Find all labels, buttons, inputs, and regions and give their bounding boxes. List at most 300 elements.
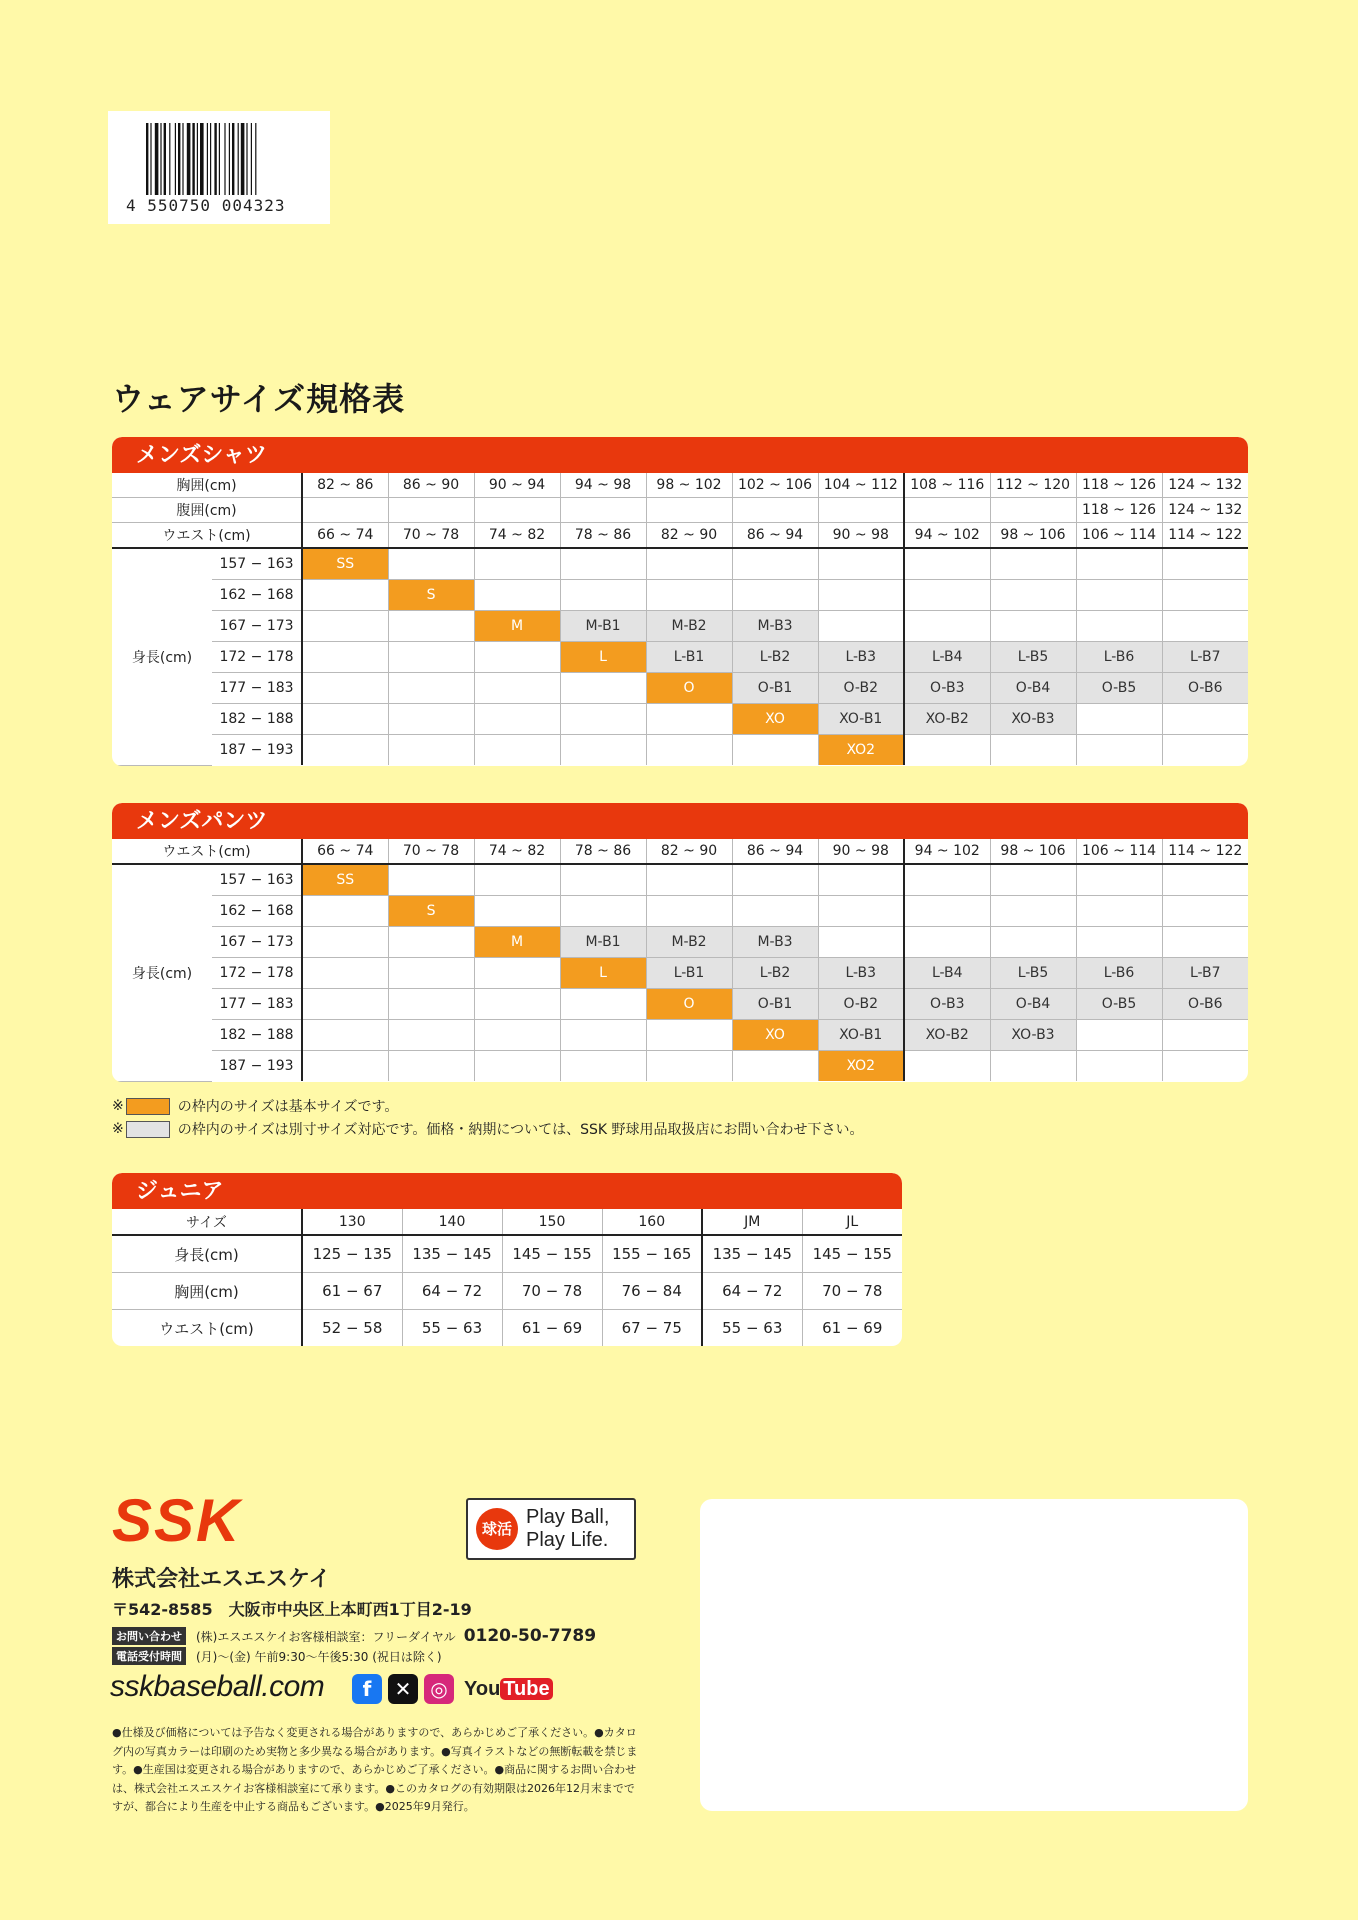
mens_shirts-size-cell (818, 548, 904, 580)
mens_shirts-header-cell: 106 ~ 114 (1076, 523, 1162, 549)
mens_pants-size-cell (474, 1020, 560, 1051)
barcode-bar (169, 123, 170, 195)
junior-size-header: 140 (402, 1209, 502, 1235)
mens_shirts-size-cell (990, 548, 1076, 580)
junior-title: ジュニア (112, 1173, 902, 1209)
mens_pants-size-cell (904, 1051, 990, 1082)
mens_pants-size-cell: O-B5 (1076, 989, 1162, 1020)
hours-text: (月)～(金) 午前9:30～午後5:30 (祝日は除く) (196, 1649, 442, 1664)
mens_shirts-size-cell: M (474, 611, 560, 642)
mens_shirts-size-cell (302, 673, 388, 704)
mens_pants-size-cell (1076, 1051, 1162, 1082)
mens_shirts-size-cell: L (560, 642, 646, 673)
mens_pants-size-cell (646, 896, 732, 927)
mens_shirts-size-cell (388, 642, 474, 673)
mens_pants-size-cell: M-B3 (732, 927, 818, 958)
mens_shirts-size-cell (388, 704, 474, 735)
mens_pants-height-range: 177 − 183 (212, 989, 302, 1020)
mens_shirts-header-cell (388, 498, 474, 523)
mens_pants-height-range: 182 − 188 (212, 1020, 302, 1051)
instagram-icon[interactable]: ◎ (424, 1674, 454, 1704)
mens_pants-size-cell: XO-B3 (990, 1020, 1076, 1051)
mens_pants-size-cell: L-B7 (1162, 958, 1248, 989)
mens_pants-size-cell (990, 864, 1076, 896)
mens_shirts-size-cell (904, 611, 990, 642)
mens_shirts-size-cell (1162, 704, 1248, 735)
mens_pants-size-cell (302, 1020, 388, 1051)
junior-cell: 155 − 165 (602, 1235, 702, 1273)
address: 〒542-8585 大阪市中央区上本町西1丁目2-19 (112, 1600, 472, 1619)
barcode-bar (164, 123, 166, 195)
mens_shirts-size-cell: SS (302, 548, 388, 580)
junior-cell: 61 − 69 (822, 1319, 883, 1337)
mens_pants-size-cell (388, 1051, 474, 1082)
svg-text:SSK: SSK (112, 1495, 242, 1547)
mens_shirts-size-cell (302, 642, 388, 673)
mens_pants-header-label: ウエスト(cm) (112, 839, 302, 864)
mens_pants-size-cell (474, 896, 560, 927)
junior-cell: 145 − 155 (502, 1235, 602, 1273)
mens_pants-size-cell: O-B3 (904, 989, 990, 1020)
barcode-bar (160, 123, 161, 195)
mens_pants-size-cell (388, 1020, 474, 1051)
mens_shirts-size-cell (646, 704, 732, 735)
mens_shirts-size-cell (388, 673, 474, 704)
mens_shirts-size-cell (990, 735, 1076, 766)
mens_pants-size-cell (1076, 864, 1162, 896)
mens_shirts-size-cell (1076, 704, 1162, 735)
junior-cell: 76 − 84 (602, 1273, 702, 1310)
mens_pants-header-cell: 98 ~ 106 (990, 839, 1076, 864)
mens_shirts-header-cell: 66 ~ 74 (302, 523, 388, 549)
barcode-bar (146, 123, 148, 195)
facebook-icon[interactable]: f (352, 1674, 382, 1704)
mens_shirts-size-cell: O-B6 (1162, 673, 1248, 704)
note-base-text: の枠内のサイズは基本サイズです。 (177, 1099, 399, 1115)
barcode-bar (182, 123, 183, 195)
mens_shirts-size-cell: L-B4 (904, 642, 990, 673)
mens_pants-size-cell: O-B4 (990, 989, 1076, 1020)
barcode-bar (210, 123, 211, 195)
barcode-bar (187, 123, 191, 195)
barcode-bar (192, 123, 194, 195)
mens_shirts-size-cell (646, 548, 732, 580)
barcode-number: 4 550750 004323 (126, 196, 286, 215)
playball-badge (466, 1498, 636, 1560)
mens_pants-size-cell (990, 896, 1076, 927)
mens_shirts-size-cell (474, 580, 560, 611)
x-icon[interactable]: ✕ (388, 1674, 418, 1704)
junior-cell: 70 − 78 (502, 1273, 602, 1310)
note-base (112, 1096, 398, 1116)
junior-cell: 70 − 78 (802, 1273, 902, 1310)
junior-cell: 67 − 75 (602, 1310, 702, 1347)
mens_shirts-size-cell: XO-B1 (818, 704, 904, 735)
ssk-logo (112, 1495, 292, 1547)
mens_shirts-size-cell (732, 580, 818, 611)
mens_shirts-size-cell (818, 611, 904, 642)
mens_shirts-header-cell (990, 498, 1076, 523)
mens_shirts-height-range: 162 − 168 (212, 580, 302, 611)
mens_shirts-size-cell (990, 580, 1076, 611)
mens_pants-size-cell (732, 896, 818, 927)
mens_shirts-height-range: 167 − 173 (212, 611, 302, 642)
mens_shirts-size-cell (474, 735, 560, 766)
mens_shirts-height-label: 身長(cm) (112, 548, 212, 765)
kyukatsu-seal: 球活 (476, 1508, 518, 1550)
website-link[interactable]: sskbaseball.com (110, 1670, 325, 1703)
mens_pants-size-cell (560, 1020, 646, 1051)
barcode-bar (155, 123, 159, 195)
mens_pants-size-cell (990, 1051, 1076, 1082)
mens_pants-size-cell (1162, 864, 1248, 896)
mens_shirts-size-cell (732, 735, 818, 766)
mens_shirts-size-cell (1076, 548, 1162, 580)
mens_pants-header-cell: 66 ~ 74 (302, 839, 388, 864)
mens_pants-size-cell: XO-B1 (818, 1020, 904, 1051)
mens_pants-size-cell (1162, 1051, 1248, 1082)
mens_shirts-size-cell (1162, 548, 1248, 580)
contact-tag: お問い合わせ (112, 1627, 186, 1645)
barcode-bar (150, 123, 151, 195)
mens_shirts-size-cell (474, 673, 560, 704)
mens_pants-size-cell (388, 864, 474, 896)
barcode-bar (197, 123, 198, 195)
mens_pants-header-cell: 106 ~ 114 (1076, 839, 1162, 864)
mens_pants-size-cell: L-B4 (904, 958, 990, 989)
mens_shirts-size-cell: L-B5 (990, 642, 1076, 673)
barcode-bar (246, 123, 247, 195)
mens_shirts-header-cell: 118 ~ 126 (1076, 473, 1162, 498)
mens_shirts-header-cell: 124 ~ 132 (1162, 498, 1248, 523)
barcode-bar (178, 123, 180, 195)
mens_shirts-header-cell: 108 ~ 116 (904, 473, 990, 498)
mens_shirts-header-cell (560, 498, 646, 523)
social-icons (352, 1674, 553, 1704)
youtube-icon[interactable]: You Tube (464, 1678, 553, 1701)
mens_shirts-size-cell (818, 580, 904, 611)
junior-size-header: JL (802, 1209, 902, 1235)
mens_pants-header-cell: 70 ~ 78 (388, 839, 474, 864)
contact-text: (株)エスエスケイお客様相談室：フリーダイヤル (196, 1629, 456, 1644)
mens_pants-size-cell: O-B2 (818, 989, 904, 1020)
barcode-bar (255, 123, 256, 195)
mens_pants-size-cell (646, 1051, 732, 1082)
mens_shirts-header-cell: 104 ~ 112 (818, 473, 904, 498)
base-size-swatch (126, 1098, 170, 1115)
mens_shirts-size-cell (388, 548, 474, 580)
mens_pants-size-cell: L (560, 958, 646, 989)
mens_pants-header-cell: 74 ~ 82 (474, 839, 560, 864)
barcode-bars (146, 123, 296, 195)
mens_shirts-size-cell: L-B6 (1076, 642, 1162, 673)
mens_shirts-size-cell (302, 735, 388, 766)
junior-row-label: ウエスト(cm) (112, 1310, 302, 1347)
mens_shirts-header-cell: 90 ~ 98 (818, 523, 904, 549)
mens_shirts-size-cell: O-B3 (904, 673, 990, 704)
mens_shirts-size-cell (904, 580, 990, 611)
mens_pants-size-cell (904, 864, 990, 896)
mens_shirts-height-range: 157 − 163 (212, 548, 302, 580)
mens_pants-size-cell: L-B3 (818, 958, 904, 989)
mens_pants-size-cell (1162, 896, 1248, 927)
junior-cell: 64 − 72 (702, 1273, 802, 1310)
page-title: ウェアサイズ規格表 (112, 380, 406, 418)
mens_shirts-size-cell (990, 611, 1076, 642)
mens_shirts-size-cell (474, 704, 560, 735)
mens-shirts-table (112, 437, 1248, 766)
mens_shirts-height-range: 187 − 193 (212, 735, 302, 766)
mens_pants-size-cell: L-B1 (646, 958, 732, 989)
hours-row (112, 1647, 442, 1665)
mens_shirts-size-cell: L-B3 (818, 642, 904, 673)
mens_shirts-size-cell (646, 735, 732, 766)
mens_shirts-header-cell: 118 ~ 126 (1076, 498, 1162, 523)
mens_shirts-height-range: 182 − 188 (212, 704, 302, 735)
mens_pants-size-cell: L-B6 (1076, 958, 1162, 989)
mens-shirts-grid (112, 473, 1248, 766)
mens_pants-size-cell (388, 958, 474, 989)
junior-cell: 61 − 67 (302, 1273, 402, 1310)
mens_pants-size-cell (388, 927, 474, 958)
junior-size-header: 160 (602, 1209, 702, 1235)
mens_pants-size-cell (1162, 927, 1248, 958)
mens_pants-size-cell (474, 958, 560, 989)
mens_pants-size-cell (1076, 896, 1162, 927)
mens_pants-size-cell (904, 927, 990, 958)
mens_pants-size-cell (818, 927, 904, 958)
mens_shirts-header-cell (646, 498, 732, 523)
mens_shirts-size-cell: XO (732, 704, 818, 735)
mens_shirts-size-cell: O (646, 673, 732, 704)
junior-cell: 145 − 155 (802, 1235, 902, 1273)
mens_pants-size-cell (474, 1051, 560, 1082)
mens_shirts-header-cell (732, 498, 818, 523)
mens_shirts-size-cell (1162, 735, 1248, 766)
junior-header-label: サイズ (112, 1209, 302, 1235)
mens_pants-header-cell: 94 ~ 102 (904, 839, 990, 864)
mens_shirts-header-cell: 86 ~ 94 (732, 523, 818, 549)
mens_pants-size-cell (646, 1020, 732, 1051)
mens_pants-size-cell (302, 958, 388, 989)
mens_shirts-size-cell (388, 735, 474, 766)
mens_pants-size-cell: S (388, 896, 474, 927)
mens_pants-size-cell (560, 896, 646, 927)
barcode-bar (175, 123, 176, 195)
junior-row-label: 身長(cm) (112, 1235, 302, 1273)
mens_shirts-height-range: 172 − 178 (212, 642, 302, 673)
mens_shirts-header-cell: 94 ~ 102 (904, 523, 990, 549)
mens_shirts-header-cell: 112 ~ 120 (990, 473, 1076, 498)
note-mark: ※ (112, 1121, 124, 1137)
mens_shirts-size-cell: O-B2 (818, 673, 904, 704)
mens_pants-size-cell (732, 1051, 818, 1082)
mens_pants-header-cell: 114 ~ 122 (1162, 839, 1248, 864)
barcode-bar (229, 123, 230, 195)
mens_pants-height-range: 172 − 178 (212, 958, 302, 989)
mens_pants-size-cell (560, 989, 646, 1020)
mens_pants-size-cell (1076, 927, 1162, 958)
mens_shirts-header-cell (302, 498, 388, 523)
mens_shirts-header-cell: 86 ~ 90 (388, 473, 474, 498)
note-mark: ※ (112, 1098, 124, 1114)
mens_shirts-size-cell: L-B2 (732, 642, 818, 673)
barcode-bar (219, 123, 220, 195)
mens_pants-size-cell: L-B2 (732, 958, 818, 989)
mens_pants-size-cell: L-B5 (990, 958, 1076, 989)
mens_pants-height-range: 157 − 163 (212, 864, 302, 896)
mens_pants-size-cell (474, 989, 560, 1020)
mens_pants-size-cell: XO (732, 1020, 818, 1051)
mens_shirts-header-cell: 70 ~ 78 (388, 523, 474, 549)
junior-cell: 52 − 58 (302, 1310, 402, 1347)
barcode-bar (238, 123, 239, 195)
mens_pants-size-cell (1162, 1020, 1248, 1051)
junior-size-header: JM (702, 1209, 802, 1235)
mens_pants-header-cell: 90 ~ 98 (818, 839, 904, 864)
barcode-bar (232, 123, 234, 195)
mens_shirts-size-cell (388, 611, 474, 642)
mens_shirts-size-cell: L-B1 (646, 642, 732, 673)
mens-pants-table (112, 803, 1248, 1082)
junior-cell: 125 − 135 (302, 1235, 402, 1273)
mens_shirts-size-cell: O-B4 (990, 673, 1076, 704)
mens_shirts-header-cell: 124 ~ 132 (1162, 473, 1248, 498)
junior-cell: 55 − 63 (402, 1310, 502, 1347)
mens_shirts-header-label: ウエスト(cm) (112, 523, 302, 549)
mens_shirts-header-cell: 114 ~ 122 (1162, 523, 1248, 549)
mens_shirts-size-cell (560, 580, 646, 611)
mens_shirts-size-cell (560, 673, 646, 704)
mens_pants-size-cell: XO2 (818, 1051, 904, 1082)
mens_shirts-size-cell (732, 548, 818, 580)
mens_pants-size-cell: XO-B2 (904, 1020, 990, 1051)
mens_pants-height-range: 167 − 173 (212, 927, 302, 958)
mens_shirts-header-label: 腹囲(cm) (112, 498, 302, 523)
contact-row (112, 1626, 596, 1646)
mens_pants-height-range: 187 − 193 (212, 1051, 302, 1082)
mens_shirts-header-cell (818, 498, 904, 523)
mens_shirts-size-cell (474, 548, 560, 580)
mens_pants-size-cell: M-B1 (560, 927, 646, 958)
junior-cell: 61 − 69 (502, 1310, 602, 1347)
mens_pants-size-cell (560, 1051, 646, 1082)
junior-grid (112, 1209, 902, 1346)
mens_pants-header-cell: 86 ~ 94 (732, 839, 818, 864)
barcode-bar (200, 123, 204, 195)
junior-size-header: 130 (302, 1209, 402, 1235)
mens_shirts-size-cell (560, 735, 646, 766)
junior-cell: 55 − 63 (702, 1310, 802, 1347)
mens_shirts-size-cell (1162, 580, 1248, 611)
mens_shirts-header-cell: 74 ~ 82 (474, 523, 560, 549)
barcode-bar (224, 123, 225, 195)
mens_shirts-size-cell (1076, 735, 1162, 766)
junior-row-label: 胸囲(cm) (112, 1273, 302, 1310)
mens_shirts-header-cell: 98 ~ 106 (990, 523, 1076, 549)
mens_shirts-size-cell (1076, 580, 1162, 611)
mens_shirts-size-cell (1162, 611, 1248, 642)
mens_shirts-header-cell: 82 ~ 90 (646, 523, 732, 549)
mens_shirts-size-cell (302, 611, 388, 642)
mens_pants-size-cell (302, 927, 388, 958)
mens_pants-size-cell (302, 989, 388, 1020)
mens_pants-size-cell (646, 864, 732, 896)
mens_pants-size-cell: O-B1 (732, 989, 818, 1020)
mens_shirts-size-cell (904, 735, 990, 766)
mens_shirts-header-cell: 90 ~ 94 (474, 473, 560, 498)
mens-pants-grid (112, 839, 1248, 1082)
mens_pants-size-cell (818, 896, 904, 927)
mens_shirts-size-cell: M-B2 (646, 611, 732, 642)
mens_pants-size-cell (302, 1051, 388, 1082)
mens_pants-height-label: 身長(cm) (112, 864, 212, 1081)
note-extra (112, 1119, 864, 1139)
mens_pants-size-cell (560, 864, 646, 896)
junior-table (112, 1173, 902, 1346)
barcode-bar (251, 123, 252, 195)
dealer-stamp-area (700, 1499, 1248, 1811)
mens_shirts-header-cell: 98 ~ 102 (646, 473, 732, 498)
mens_shirts-size-cell: O-B1 (732, 673, 818, 704)
mens_shirts-header-cell: 102 ~ 106 (732, 473, 818, 498)
mens_shirts-size-cell: M-B3 (732, 611, 818, 642)
mens_pants-size-cell (990, 927, 1076, 958)
mens_shirts-size-cell (646, 580, 732, 611)
mens_shirts-size-cell (474, 642, 560, 673)
mens_shirts-size-cell (560, 704, 646, 735)
mens_shirts-size-cell (1076, 611, 1162, 642)
mens_shirts-height-range: 177 − 183 (212, 673, 302, 704)
mens_pants-size-cell (474, 864, 560, 896)
mens_shirts-size-cell: M-B1 (560, 611, 646, 642)
free-dial-phone[interactable]: 0120-50-7789 (463, 1626, 597, 1646)
mens_pants-header-cell: 78 ~ 86 (560, 839, 646, 864)
junior-cell: 64 − 72 (402, 1273, 502, 1310)
mens_shirts-header-cell: 82 ~ 86 (302, 473, 388, 498)
disclaimer: ●仕様及び価格については予告なく変更される場合がありますので、あらかじめご了承ください。●カタログ内の写真カラーは印刷のため実物と多少異なる場合があります。●写真イラストなどの無断転載を禁じます。●生産国は変更される場合がありますので、あらかじめご了承ください。●商品に関するお問い合わせは、株式会社エスエスケイお客様相談室にて承ります。●このカタログの有効期限は2026年12月末までですが、都合により生産を中止する商品もございます。●2025年9月発行。 (112, 1726, 638, 1813)
mens_pants-size-cell: M-B2 (646, 927, 732, 958)
mens_shirts-size-cell: O-B5 (1076, 673, 1162, 704)
mens_shirts-header-cell (904, 498, 990, 523)
mens_pants-size-cell: M (474, 927, 560, 958)
mens_pants-size-cell: SS (302, 864, 388, 896)
barcode-bar (207, 123, 208, 195)
mens_shirts-size-cell: L-B7 (1162, 642, 1248, 673)
mens_pants-size-cell (818, 864, 904, 896)
mens_shirts-size-cell: XO-B2 (904, 704, 990, 735)
barcode-bar (241, 123, 245, 195)
mens_shirts-size-cell (560, 548, 646, 580)
mens_shirts-size-cell: XO2 (818, 735, 904, 766)
mens_pants-size-cell: O-B6 (1162, 989, 1248, 1020)
mens_pants-size-cell (732, 864, 818, 896)
mens_shirts-header-cell: 78 ~ 86 (560, 523, 646, 549)
mens_pants-size-cell: O (646, 989, 732, 1020)
mens_shirts-size-cell (302, 580, 388, 611)
mens_shirts-size-cell: S (388, 580, 474, 611)
mens-shirts-title: メンズシャツ (112, 437, 1248, 473)
barcode-bar (214, 123, 216, 195)
mens_shirts-size-cell (904, 548, 990, 580)
mens_shirts-size-cell: XO-B3 (990, 704, 1076, 735)
mens_pants-size-cell (904, 896, 990, 927)
mens_shirts-header-label: 胸囲(cm) (112, 473, 302, 498)
junior-cell: 135 − 145 (402, 1235, 502, 1273)
junior-size-header: 150 (502, 1209, 602, 1235)
mens_pants-size-cell (1076, 1020, 1162, 1051)
company-name: 株式会社エスエスケイ (112, 1567, 331, 1592)
